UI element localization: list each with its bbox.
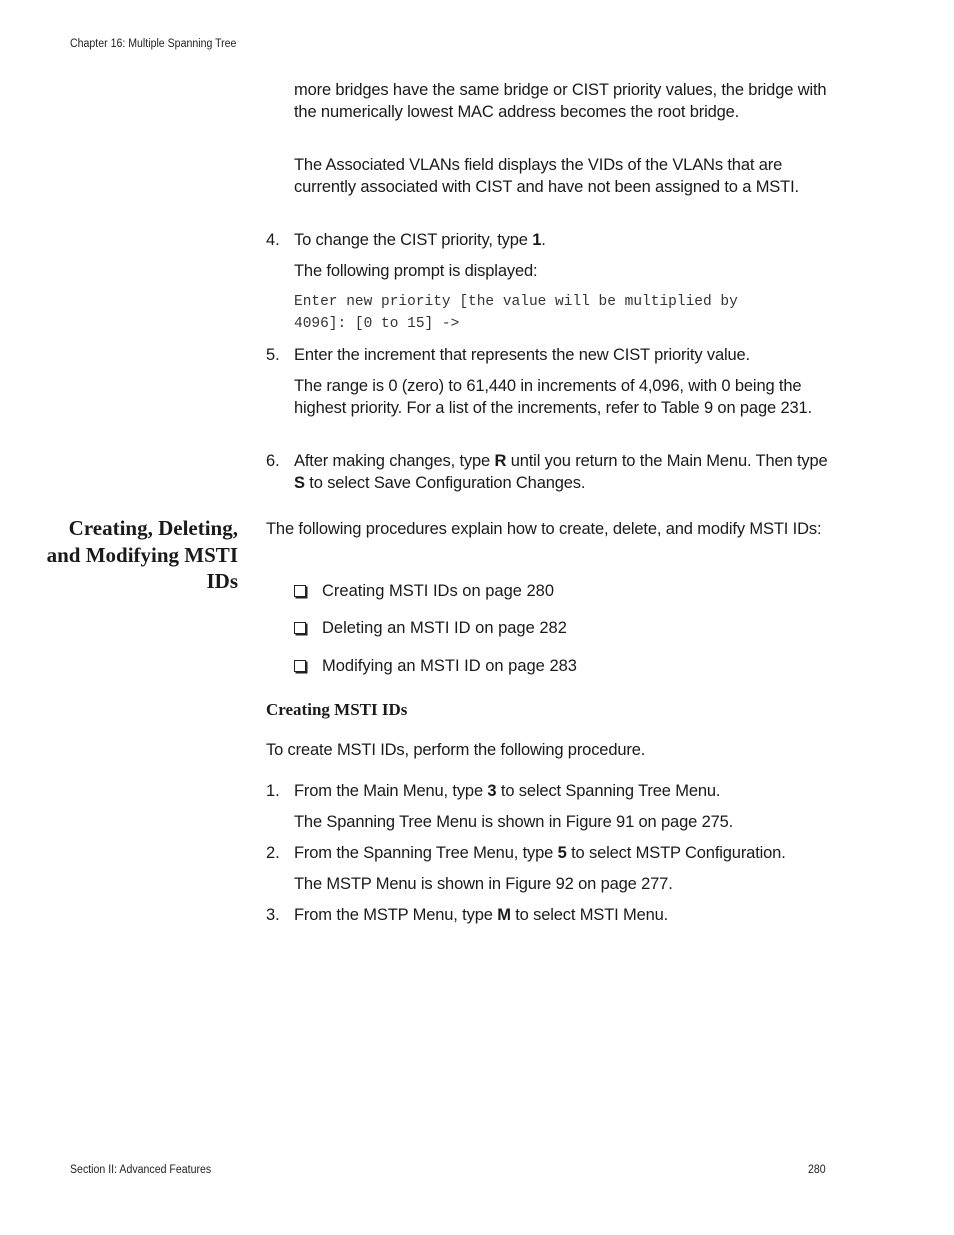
section-intro: The following procedures explain how to create, delete, and modify MSTI IDs: xyxy=(266,520,822,538)
key-label: 3 xyxy=(487,782,497,800)
running-header: Chapter 16: Multiple Spanning Tree xyxy=(70,38,237,50)
step-number: 6. xyxy=(266,452,280,470)
step-5-text: Enter the increment that represents the new CIST priority value. xyxy=(294,346,750,364)
step-1-note: The Spanning Tree Menu is shown in Figure 91 on page 275. xyxy=(294,813,734,831)
page-number: 280 xyxy=(808,1164,826,1176)
section-heading: Creating, Deleting, and Modifying MSTI IDs xyxy=(46,516,238,593)
step-2-text: From the Spanning Tree Menu, type 5 to select MSTP Configuration. xyxy=(294,844,786,862)
step-4-text: To change the CIST priority, type 1. xyxy=(294,231,546,249)
range-note: The range is 0 (zero) to 61,440 in increments of 4,096, with 0 being the highest priority. For a list of the increments, refer to Table 9 on page 231. xyxy=(294,377,812,417)
step-number: 5. xyxy=(266,346,280,364)
key-label: 5 xyxy=(557,844,567,862)
key-label: R xyxy=(494,452,507,470)
prompt-intro: The following prompt is displayed: xyxy=(294,262,538,280)
checkbox-bullet-icon xyxy=(294,660,306,672)
step-number: 2. xyxy=(266,844,280,862)
step-3-text: From the MSTP Menu, type M to select MSTI Menu. xyxy=(294,906,669,924)
step-number: 4. xyxy=(266,231,280,249)
running-footer: Section II: Advanced Features xyxy=(70,1164,212,1176)
link-creating-msti[interactable]: Creating MSTI IDs on page 280 xyxy=(322,582,555,600)
checkbox-bullet-icon xyxy=(294,622,306,634)
checkbox-bullet-icon xyxy=(294,585,306,597)
step-1-text: From the Main Menu, type 3 to select Spanning Tree Menu. xyxy=(294,782,721,800)
step-number: 1. xyxy=(266,782,280,800)
link-deleting-msti[interactable]: Deleting an MSTI ID on page 282 xyxy=(322,619,567,637)
key-label: M xyxy=(497,906,511,924)
step-number: 3. xyxy=(266,906,280,924)
key-label: 1 xyxy=(532,231,542,249)
link-modifying-msti[interactable]: Modifying an MSTI ID on page 283 xyxy=(322,657,577,675)
subsection-intro: To create MSTI IDs, perform the following procedure. xyxy=(266,741,646,759)
step-6-text: After making changes, type R until you return to the Main Menu. Then type S to select Save Configuration Changes. xyxy=(294,452,828,492)
key-label: S xyxy=(294,474,305,492)
paragraph-associated-vlans: The Associated VLANs field displays the VIDs of the VLANs that are currently associated with CIST and have not been assigned to a MSTI. xyxy=(294,156,799,196)
step-2-note: The MSTP Menu is shown in Figure 92 on page 277. xyxy=(294,875,673,893)
subheading-creating-msti: Creating MSTI IDs xyxy=(266,700,408,719)
paragraph-root-bridge: more bridges have the same bridge or CIST priority values, the bridge with the numerically lowest MAC address becomes the root bridge. xyxy=(294,81,827,121)
prompt-code: Enter new priority [the value will be multiplied by 4096]: [0 to 15] -> xyxy=(294,294,738,332)
